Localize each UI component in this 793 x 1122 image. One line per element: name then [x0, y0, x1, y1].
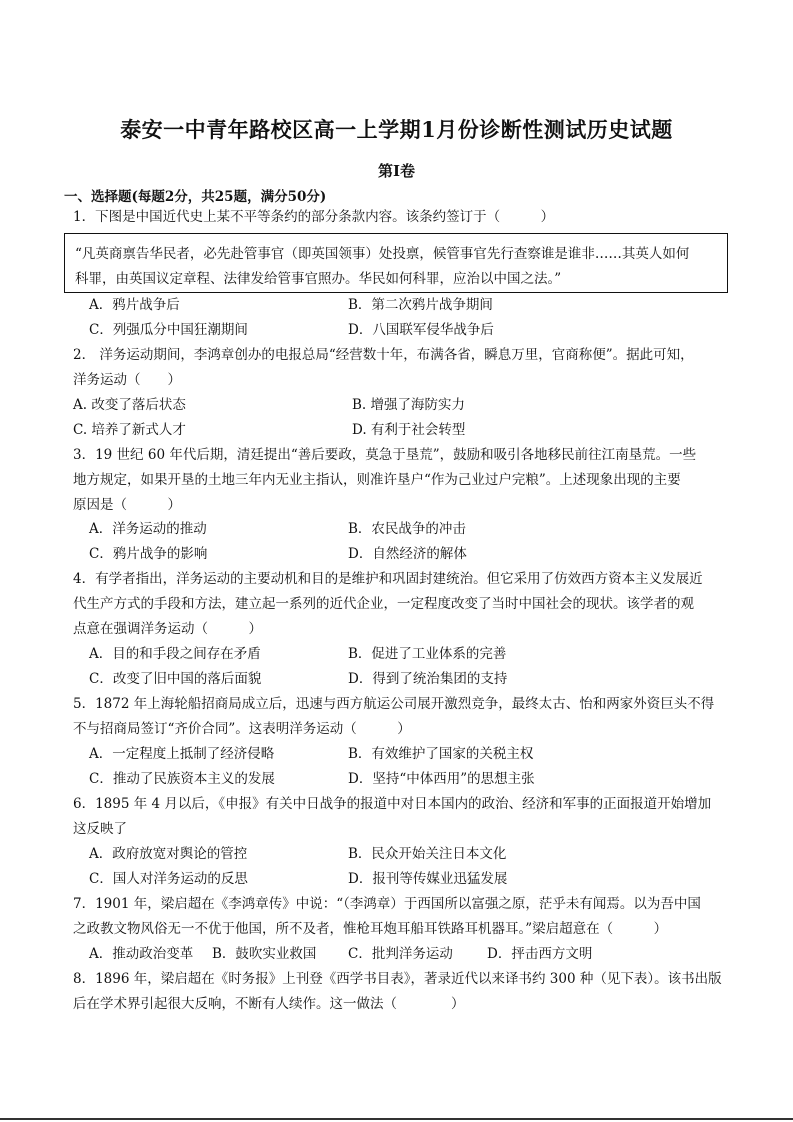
question-2-stem: 洋务运动（ ） — [73, 372, 181, 388]
question-4-option-d[interactable]: D．得到了统治集团的支持 — [348, 671, 508, 687]
question-4-stem: 4．有学者指出，洋务运动的主要动机和目的是维护和巩固封建统治。但它采用了仿效西方资本主义发展近 — [73, 571, 703, 587]
question-6-option-d[interactable]: D．报刊等传媒业迅猛发展 — [348, 871, 508, 887]
question-2-option-a[interactable]: A. 改变了落后状态 — [73, 397, 186, 413]
question-5-option-a[interactable]: A．一定程度上抵制了经济侵略 — [89, 746, 275, 762]
question-1-option-d[interactable]: D．八国联军侵华战争后 — [348, 322, 494, 338]
question-3-stem: 3．19 世纪 60 年代后期，清廷提出“善后要政，莫急于垦荒”，鼓励和吸引各地移民前往江南垦荒。一些 — [73, 447, 697, 463]
question-7-option-a[interactable]: A．推动政治变革 — [89, 946, 194, 962]
question-7-stem: 之政教文物风俗无一不优于他国，所不及者，惟枪耳炮耳船耳铁路耳机器耳。”梁启超意在（ ） — [73, 921, 668, 937]
question-1-option-a[interactable]: A．鸦片战争后 — [89, 297, 180, 313]
question-1-quote-box — [64, 233, 728, 293]
question-2-option-c[interactable]: C. 培养了新式人才 — [73, 422, 186, 438]
question-8-stem: 8．1896 年，梁启超在《时务报》上刊登《西学书目表》，著录近代以来译书约 300 种（见下表）。该书出版 — [73, 971, 722, 987]
question-3-stem: 原因是（ ） — [73, 497, 181, 513]
question-6-option-b[interactable]: B．民众开始关注日本文化 — [348, 846, 507, 862]
question-6-stem: 这反映了 — [73, 821, 127, 837]
quote-line: “凡英商禀告华民者，必先赴管事官（即英国领事）处投禀，候管事官先行查察谁是谁非……其英人如何 — [75, 246, 690, 262]
page-bottom-rule — [0, 1118, 793, 1120]
question-4-option-a[interactable]: A．目的和手段之间存在矛盾 — [89, 646, 261, 662]
question-3-option-c[interactable]: C．鸦片战争的影响 — [89, 546, 208, 562]
question-4-option-b[interactable]: B．促进了工业体系的完善 — [348, 646, 507, 662]
question-1-option-c[interactable]: C．列强瓜分中国狂潮期间 — [89, 322, 248, 338]
question-1-option-b[interactable]: B．第二次鸦片战争期间 — [348, 297, 493, 313]
section-heading: 一、选择题(每题2分，共25题，满分50分) — [64, 189, 327, 205]
question-3-stem: 地方规定，如果开垦的土地三年内无业主指认，则准许垦户“作为己业过户完粮”。上述现象出现的主要 — [73, 472, 681, 488]
question-7-option-d[interactable]: D．抨击西方文明 — [487, 946, 593, 962]
question-6-stem: 6．1895 年 4 月以后，《申报》有关中日战争的报道中对日本国内的政治、经济和军事的正面报道开始增加 — [73, 796, 712, 812]
question-7-option-c[interactable]: C．批判洋务运动 — [348, 946, 453, 962]
question-2-stem: 2． 洋务运动期间，李鸿章创办的电报总局“经营数十年，布满各省，瞬息万里，官商称便”。据此可知， — [73, 347, 694, 363]
quote-line: 科罪，由英国议定章程、法律发给管事官照办。华民如何科罪，应治以中国之法。” — [75, 271, 562, 287]
question-4-option-c[interactable]: C．改变了旧中国的落后面貌 — [89, 671, 262, 687]
question-6-option-a[interactable]: A．政府放宽对舆论的管控 — [89, 846, 248, 862]
question-1-stem: 1．下图是中国近代史上某不平等条约的部分条款内容。该条约签订于（ ） — [73, 209, 555, 225]
question-5-option-d[interactable]: D．坚持“中体西用”的思想主张 — [348, 771, 535, 787]
question-3-option-d[interactable]: D．自然经济的解体 — [348, 546, 467, 562]
volume-heading: 第Ⅰ卷 — [377, 162, 416, 180]
question-5-stem: 不与招商局签订“齐价合同”。这表明洋务运动（ ） — [73, 721, 411, 737]
question-7-option-b[interactable]: B．鼓吹实业救国 — [212, 946, 317, 962]
question-3-option-a[interactable]: A．洋务运动的推动 — [89, 521, 207, 537]
question-7-stem: 7．1901 年，梁启超在《李鸿章传》中说：“（李鸿章）于西国所以富强之原，茫乎未有闻焉。以为吾中国 — [73, 896, 701, 912]
question-2-option-b[interactable]: B. 增强了海防实力 — [352, 397, 466, 413]
question-8-stem: 后在学术界引起很大反响，不断有人续作。这一做法（ ） — [73, 996, 465, 1012]
question-6-option-c[interactable]: C．国人对洋务运动的反思 — [89, 871, 248, 887]
exam-title: 泰安一中青年路校区高一上学期1月份诊断性测试历史试题 — [120, 117, 673, 142]
question-5-option-c[interactable]: C．推动了民族资本主义的发展 — [89, 771, 275, 787]
question-4-stem: 点意在强调洋务运动（ ） — [73, 621, 262, 637]
question-4-stem: 代生产方式的手段和方法，建立起一系列的近代企业，一定程度改变了当时中国社会的现状。该学者的观 — [73, 596, 694, 612]
question-5-option-b[interactable]: B．有效维护了国家的关税主权 — [348, 746, 534, 762]
question-2-option-d[interactable]: D. 有利于社会转型 — [352, 422, 466, 438]
question-3-option-b[interactable]: B．农民战争的冲击 — [348, 521, 466, 537]
question-5-stem: 5．1872 年上海轮船招商局成立后，迅速与西方航运公司展开激烈竞争，最终太古、怡和两家外资巨头不得 — [73, 696, 715, 712]
